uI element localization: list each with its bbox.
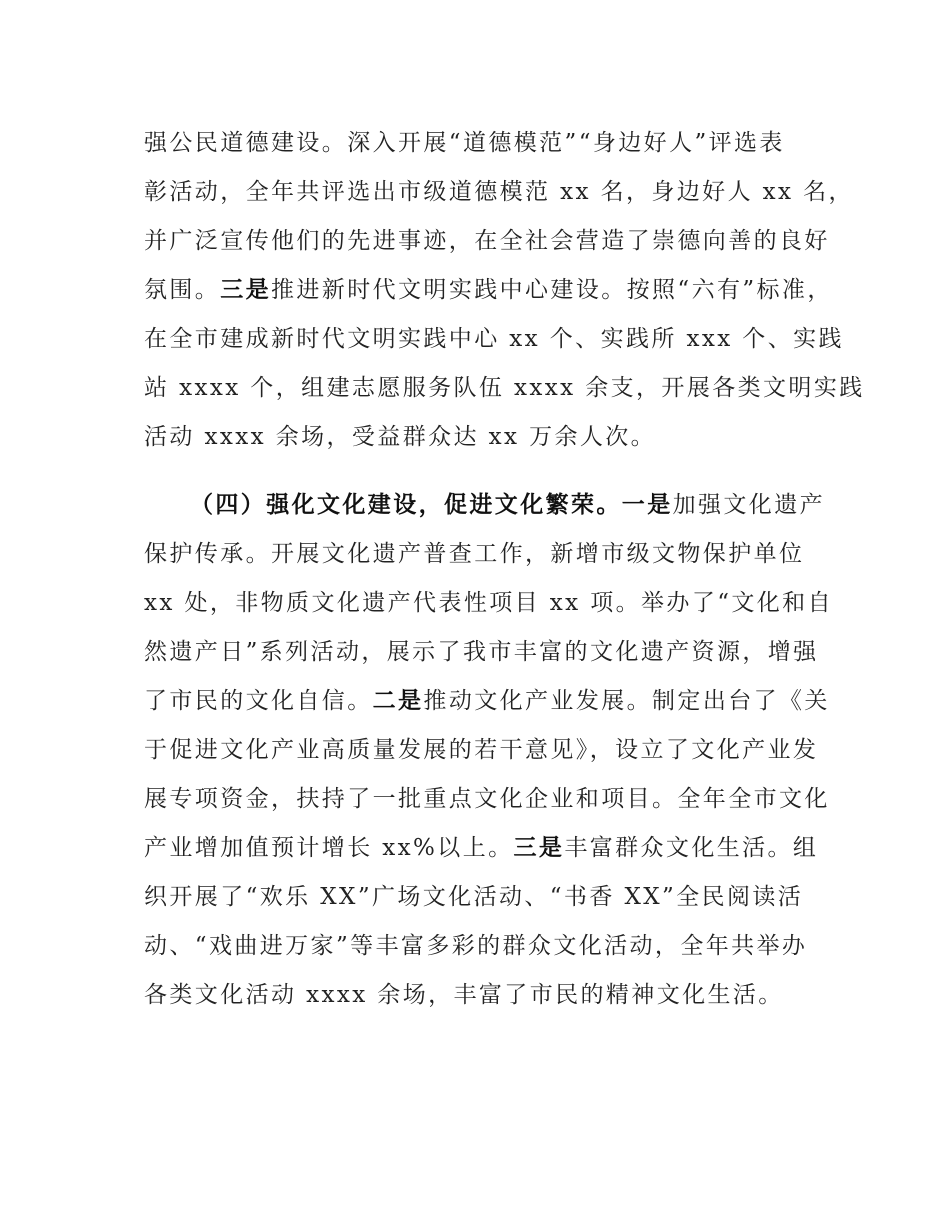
- text-line: 动、“戏曲进万家”等丰富多彩的群众文化活动，全年共举办: [144, 933, 808, 959]
- text-line: 织开展了“欢乐 XX”广场文化活动、“书香 XX”全民阅读活: [144, 884, 804, 910]
- text-line: 了市民的文化自信。二是推动文化产业发展。制定出台了《关: [144, 687, 830, 714]
- text-line: 活动 xxxx 余场，受益群众达 xx 万余人次。: [144, 424, 657, 450]
- text-line: 在全市建成新时代文明实践中心 xx 个、实践所 xxx 个、实践: [144, 326, 844, 352]
- text-line: 各类文化活动 xxxx 余场，丰富了市民的精神文化生活。: [144, 982, 784, 1008]
- text-line: 强公民道德建设。深入开展“道德模范”“身边好人”评选表: [144, 130, 785, 156]
- text-line: 氛围。三是推进新时代文明实践中心建设。按照“六有”标准，: [144, 276, 833, 303]
- bold-marker: 二是: [372, 687, 424, 714]
- text-line: 展专项资金，扶持了一批重点文化企业和项目。全年全市文化: [144, 786, 830, 812]
- text-line: 产业增加值预计增长 xx%以上。三是丰富群众文化生活。组: [144, 834, 819, 861]
- text-line: 并广泛宣传他们的先进事迹，在全社会营造了崇德向善的良好: [144, 228, 830, 254]
- bold-marker: 三是: [513, 834, 565, 861]
- text-line: 保护传承。开展文化遗产普查工作，新增市级文物保护单位: [144, 541, 805, 567]
- bold-marker: 三是: [220, 276, 272, 303]
- section-heading: （四）强化文化建设，促进文化繁荣。一是: [190, 491, 673, 518]
- text-line: 站 xxxx 个，组建志愿服务队伍 xxxx 余支，开展各类文明实践: [144, 375, 865, 401]
- text-line: 于促进文化产业高质量发展的若干意见》，设立了文化产业发: [144, 737, 819, 763]
- text-line: 然遗产日”系列活动，展示了我市丰富的文化遗产资源，增强: [144, 639, 819, 665]
- text-line: xx 处，非物质文化遗产代表性项目 xx 项。举办了“文化和自: [144, 590, 833, 616]
- text-line: 彰活动，全年共评选出市级道德模范 xx 名，身边好人 xx 名，: [144, 179, 854, 205]
- section-heading-line: （四）强化文化建设，促进文化繁荣。一是加强文化遗产: [190, 491, 826, 518]
